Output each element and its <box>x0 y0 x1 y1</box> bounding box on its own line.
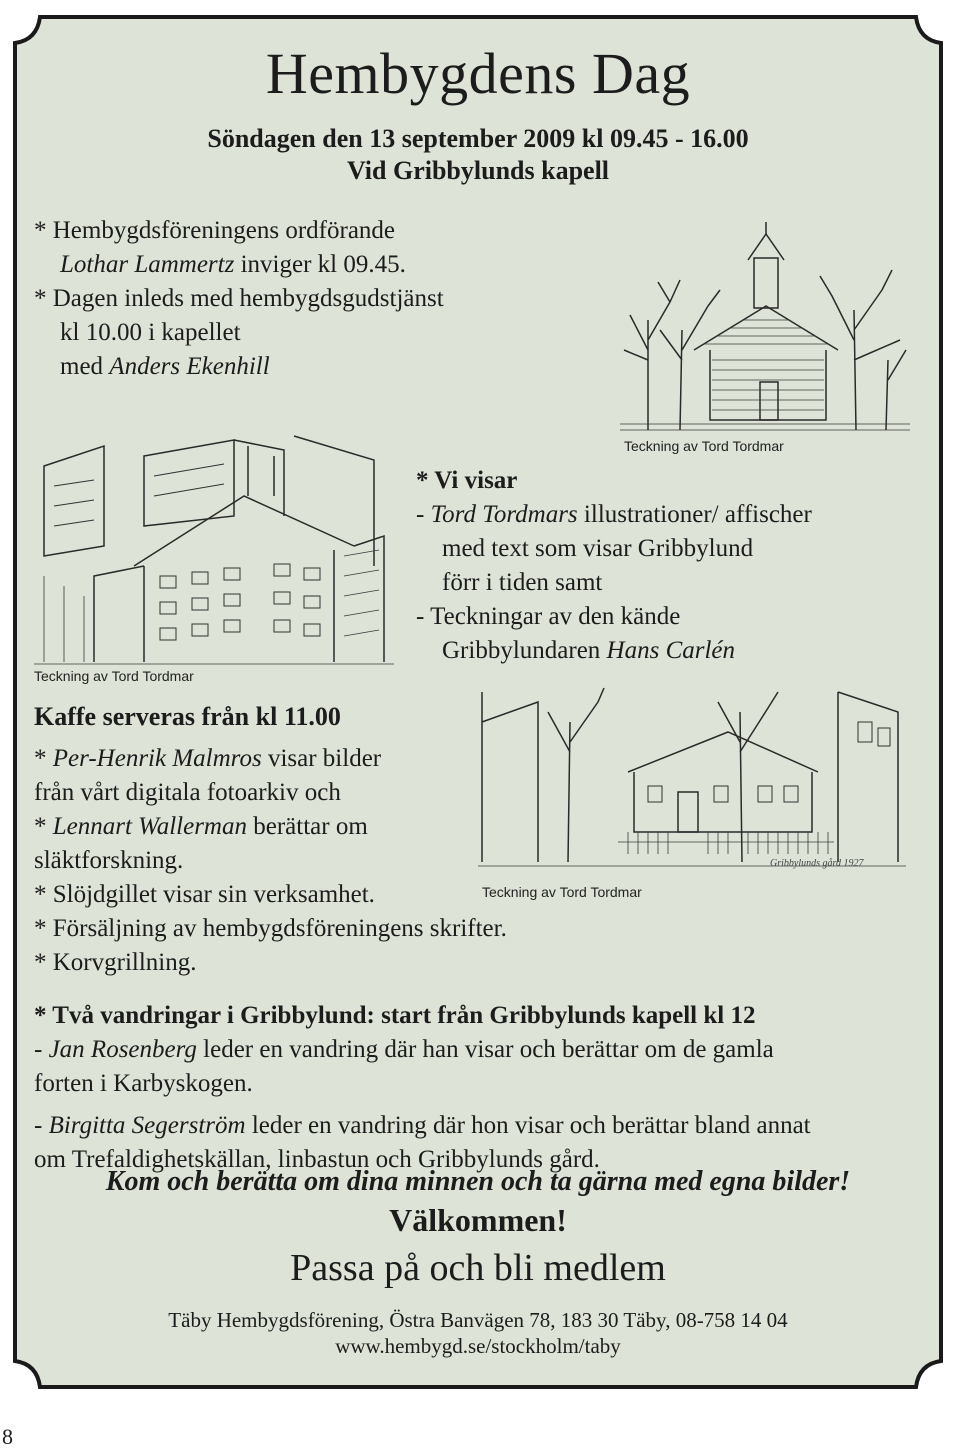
apartments-credit: Teckning av Tord Tordmar <box>34 668 194 684</box>
intro-line-1: * Hembygdsföreningens ordförande <box>34 217 396 244</box>
farm-credit: Teckning av Tord Tordmar <box>482 884 642 900</box>
farm-signature: Gribbylunds gård 1927 <box>770 858 864 869</box>
kaffe-line-2: från vårt digitala fotoarkiv och <box>34 779 341 806</box>
intro-line-3: * Dagen inleds med hembygdsgudstjänst <box>34 285 444 312</box>
vandringar-heading: * Två vandringar i Gribbylund: start från Gribbylunds kapell kl 12 <box>34 1002 756 1029</box>
person-lothar: Lothar Lammertz <box>60 251 235 278</box>
kaffe-heading: Kaffe serveras från kl 11.00 <box>34 702 341 731</box>
apartments-drawing <box>34 426 394 670</box>
vandringar-line-4: om Trefaldighetskällan, linbastun och Gribbylunds gård. <box>34 1146 600 1173</box>
vi-visar-line-1: - Tord Tordmars illustrationer/ affischer <box>416 501 812 528</box>
person-per-henrik: Per-Henrik Malmros <box>52 745 262 772</box>
intro-line-5: med Anders Ekenhill <box>60 353 270 380</box>
welcome: Välkommen! <box>389 1202 567 1238</box>
person-lennart: Lennart Wallerman <box>52 813 247 840</box>
person-anders: Anders Ekenhill <box>109 353 270 380</box>
intro-line-2: Lothar Lammertz inviger kl 09.45. <box>60 251 406 278</box>
person-hans: Hans Carlén <box>606 637 736 664</box>
person-tord: Tord Tordmars <box>430 501 578 528</box>
vandringar-line-2: forten i Karbyskogen. <box>34 1070 253 1097</box>
intro-line-4: kl 10.00 i kapellet <box>60 319 241 346</box>
date-line: Söndagen den 13 september 2009 kl 09.45 - 16.00 <box>207 124 749 153</box>
chapel-drawing <box>620 210 910 434</box>
place-line: Vid Gribbylunds kapell <box>346 156 610 185</box>
vi-visar-line-5: Gribbylundaren Hans Carlén <box>442 637 736 664</box>
website: www.hembygd.se/stockholm/taby <box>335 1334 621 1358</box>
vi-visar-heading: * Vi visar <box>416 467 518 494</box>
kaffe-line-7: * Korvgrillning. <box>34 949 197 976</box>
vandringar-line-3: - Birgitta Segerström leder en vandring där hon visar och berättar bland annat <box>34 1112 811 1139</box>
page-number: 8 <box>2 1424 13 1449</box>
poster-title: Hembygdens Dag <box>265 41 691 106</box>
membership-call: Passa på och bli medlem <box>290 1247 666 1289</box>
chapel-credit: Teckning av Tord Tordmar <box>624 438 784 454</box>
person-birgitta: Birgitta Segerström <box>48 1112 246 1139</box>
kaffe-line-5: * Slöjdgillet visar sin verksamhet. <box>34 881 375 908</box>
kaffe-line-1: * Per-Henrik Malmros visar bilder <box>34 745 382 772</box>
address: Täby Hembygdsförening, Östra Banvägen 78, 183 30 Täby, 08-758 14 04 <box>168 1308 788 1332</box>
vi-visar-line-2: med text som visar Gribbylund <box>442 535 754 562</box>
kaffe-line-3: * Lennart Wallerman berättar om <box>34 813 368 840</box>
kaffe-line-6: * Försäljning av hembygdsföreningens skrifter. <box>34 915 507 942</box>
person-jan: Jan Rosenberg <box>48 1036 197 1063</box>
slogan: Kom och berätta om dina minnen och ta gärna med egna bilder! <box>105 1166 851 1197</box>
vandringar-line-1: - Jan Rosenberg leder en vandring där han visar och berättar om de gamla <box>34 1036 774 1063</box>
farm-drawing <box>478 682 906 872</box>
poster <box>12 14 944 1390</box>
vi-visar-line-4: - Teckningar av den kände <box>416 603 681 630</box>
kaffe-line-4: släktforskning. <box>34 847 184 874</box>
vi-visar-line-3: förr i tiden samt <box>442 569 603 596</box>
